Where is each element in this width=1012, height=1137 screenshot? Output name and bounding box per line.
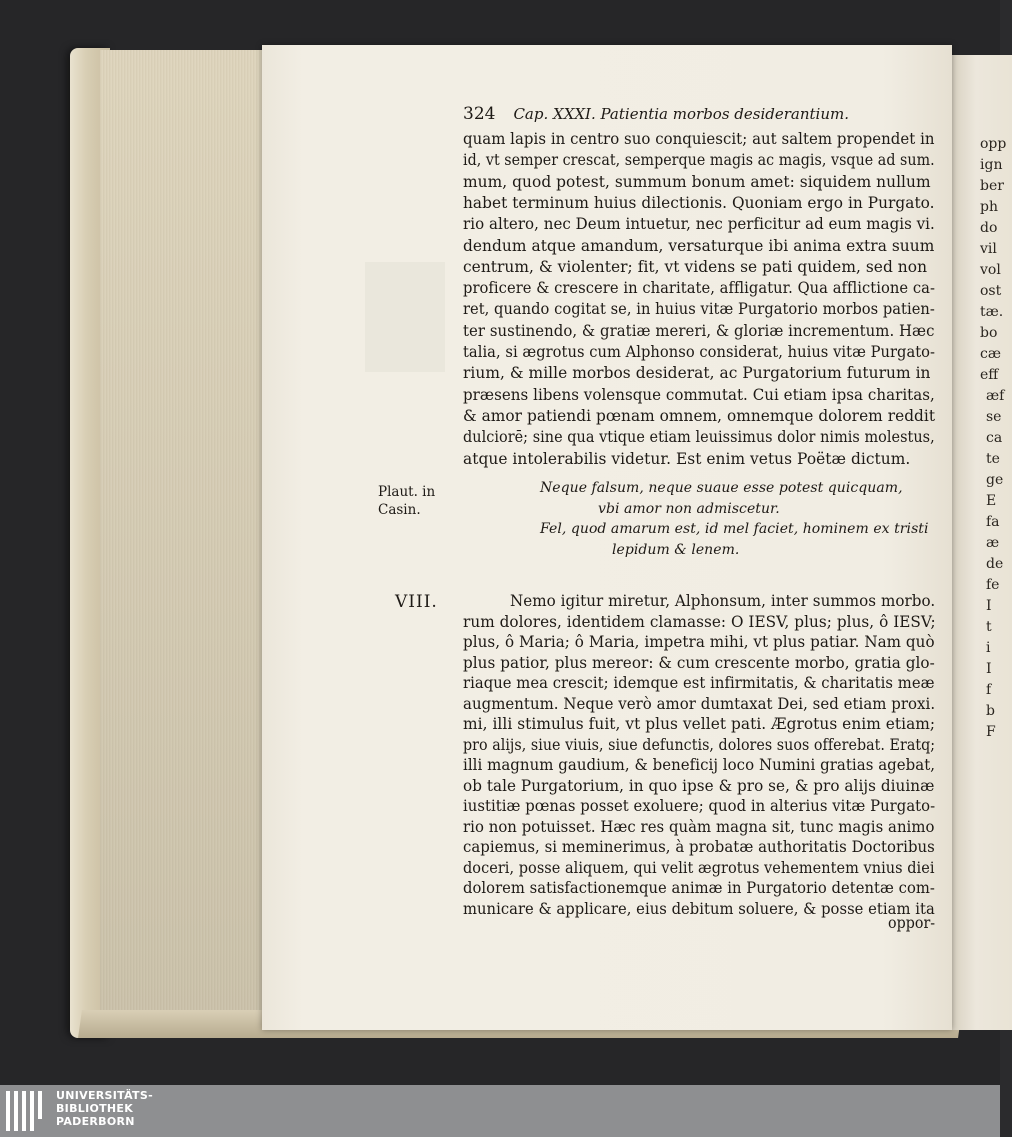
facing-page-fragment: ign — [980, 157, 1003, 173]
facing-page-fragment: E — [986, 493, 997, 509]
library-footer — [0, 1085, 1000, 1137]
section-line: rum dolores, identidem clamasse: O IESV, plus; plus, ô IESV; — [463, 612, 936, 631]
text-line: præsens libens volensque commutat. Cui etiam ipsa charitas, — [463, 385, 935, 404]
text-line: rium, & mille morbos desiderat, ac Purgatorium futurum in — [463, 364, 931, 383]
facing-page-fragment: opp — [980, 136, 1007, 152]
section-line: plus patior, plus mereor: & cum crescente morbo, gratia glo- — [463, 653, 935, 672]
text-line: rio altero, nec Deum intuetur, nec perficitur ad eum magis vi. — [463, 215, 935, 234]
text-line: centrum, & violenter; fit, vt videns se pati quidem, sed non — [463, 257, 928, 276]
text-line: talia, si ægrotus cum Alphonso considerat, huius vitæ Purgato- — [463, 343, 936, 361]
facing-page-fragment: b — [986, 703, 995, 719]
facing-page-fragment: bo — [980, 325, 998, 341]
facing-page-fragment: t — [986, 619, 992, 635]
section-line: augmentum. Neque verò amor dumtaxat Dei, sed etiam proxi. — [463, 694, 936, 713]
margin-note-line: Plaut. in — [378, 484, 436, 500]
section-line: plus, ô Maria; ô Maria, impetra mihi, vt plus patiar. Nam quò — [463, 633, 935, 651]
section-line: municare & applicare, eius debitum soluere, & posse etiam ita — [463, 899, 935, 918]
facing-page-fragment: de — [986, 556, 1004, 572]
facing-page-fragment: eff — [980, 367, 999, 383]
facing-page-fragment: i — [986, 640, 991, 656]
library-logo-icon — [6, 1091, 46, 1131]
facing-page-fragment: vol — [980, 262, 1001, 278]
text-line: id, vt semper crescat, semperque magis ac magis, vsque ad sum. — [463, 151, 935, 170]
facing-page-fragment: do — [980, 220, 998, 236]
text-line: dulciorē; sine qua vtique etiam leuissimus dolor nimis molestus, — [463, 428, 935, 447]
facing-page-fragment: æ — [986, 535, 1000, 551]
text-line: dendum atque amandum, versaturque ibi anima extra suum — [463, 236, 935, 255]
facing-page-fragment: te — [986, 451, 1000, 467]
section-line: dolorem satisfactionemque animæ in Purgatorio detentæ com- — [463, 879, 935, 897]
facing-page-fragment: I — [986, 661, 992, 677]
running-head-title: Cap. XXXI. Patientia morbos desiderantium. — [513, 105, 849, 123]
page-number: 324 — [463, 104, 496, 124]
facing-page-fragment: f — [986, 682, 992, 698]
facing-page-fragment: fa — [986, 514, 1000, 530]
catchword: oppor- — [888, 914, 936, 932]
facing-page-fragment: F — [986, 724, 996, 740]
verse-line: Neque falsum, neque suaue esse potest quicquam, — [540, 480, 903, 496]
text-line: ret, quando cogitat se, in huius vitæ Purgatorio morbos patien- — [463, 300, 935, 319]
section-line: pro alijs, siue viuis, siue defunctis, dolores suos offerebat. Eratq; — [463, 735, 936, 754]
text-line: proficere & crescere in charitate, affligatur. Qua afflictione ca- — [463, 279, 935, 298]
text-line: mum, quod potest, summum bonum amet: siquidem nullum — [463, 172, 931, 191]
running-head — [463, 104, 849, 124]
facing-page-fragment: ca — [986, 430, 1003, 446]
facing-page-fragment: æf — [986, 388, 1005, 404]
text-line: habet terminum huius dilectionis. Quoniam ergo in Purgato. — [463, 193, 935, 212]
verse-line: lepidum & lenem. — [612, 541, 740, 558]
text-line: & amor patiendi pœnam omnem, omnemque dolorem reddit — [463, 406, 936, 425]
library-name: UNIVERSITÄTS- BIBLIOTHEK PADERBORN — [56, 1089, 153, 1128]
section-line: illi magnum gaudium, & beneficij loco Numini gratias agebat, — [463, 756, 936, 774]
margin-note-line: Casin. — [378, 502, 421, 518]
section-line: rio non potuisset. Hæc res quàm magna sit, tunc magis animo — [463, 817, 935, 836]
text-line: atque intolerabilis videtur. Est enim vetus Poëtæ dictum. — [463, 449, 911, 468]
section-line: mi, illi stimulus fuit, vt plus vellet pati. Ægrotus enim etiam; — [463, 715, 936, 733]
facing-page-fragment: vil — [980, 241, 997, 257]
facing-page-fragment: ge — [986, 472, 1004, 488]
verse-line: Fel, quod amarum est, id mel faciet, hominem ex tristi — [540, 521, 929, 537]
section-line: riaque mea crescit; idemque est infirmitatis, & charitatis meæ — [463, 674, 935, 692]
facing-page-fragment: se — [986, 409, 1002, 425]
text-line: quam lapis in centro suo conquiescit; aut saltem propendet in — [463, 130, 935, 148]
facing-page-fragment: tæ. — [980, 304, 1004, 320]
facing-page-fragment: ber — [980, 178, 1004, 194]
bleed-through-shade — [365, 262, 445, 372]
section-line: Nemo igitur miretur, Alphonsum, inter summos morbo. — [510, 592, 936, 610]
facing-page-fragment: ph — [980, 199, 998, 215]
section-line: capiemus, si meminerimus, à probatæ authoritatis Doctoribus — [463, 838, 935, 856]
facing-page-fragment: ost — [980, 283, 1002, 299]
section-number: VIII. — [395, 592, 438, 612]
section-line: iustitiæ pœnas posset exoluere; quod in alterius vitæ Purgato- — [463, 797, 936, 815]
facing-page-fragment: I — [986, 598, 992, 614]
section-line: ob tale Purgatorium, in quo ipse & pro se, & pro alijs diuinæ — [463, 776, 935, 795]
text-line: ter sustinendo, & gratiæ mereri, & gloriæ incrementum. Hæc — [463, 321, 935, 340]
page-stack — [100, 50, 278, 1030]
section-line: doceri, posse aliquem, qui velit ægrotus vehementem vnius diei — [463, 858, 935, 877]
facing-page-fragment: cæ — [980, 346, 1001, 362]
facing-page-fragment: fe — [986, 577, 1000, 593]
verse-line: vbi amor non admiscetur. — [598, 500, 780, 517]
